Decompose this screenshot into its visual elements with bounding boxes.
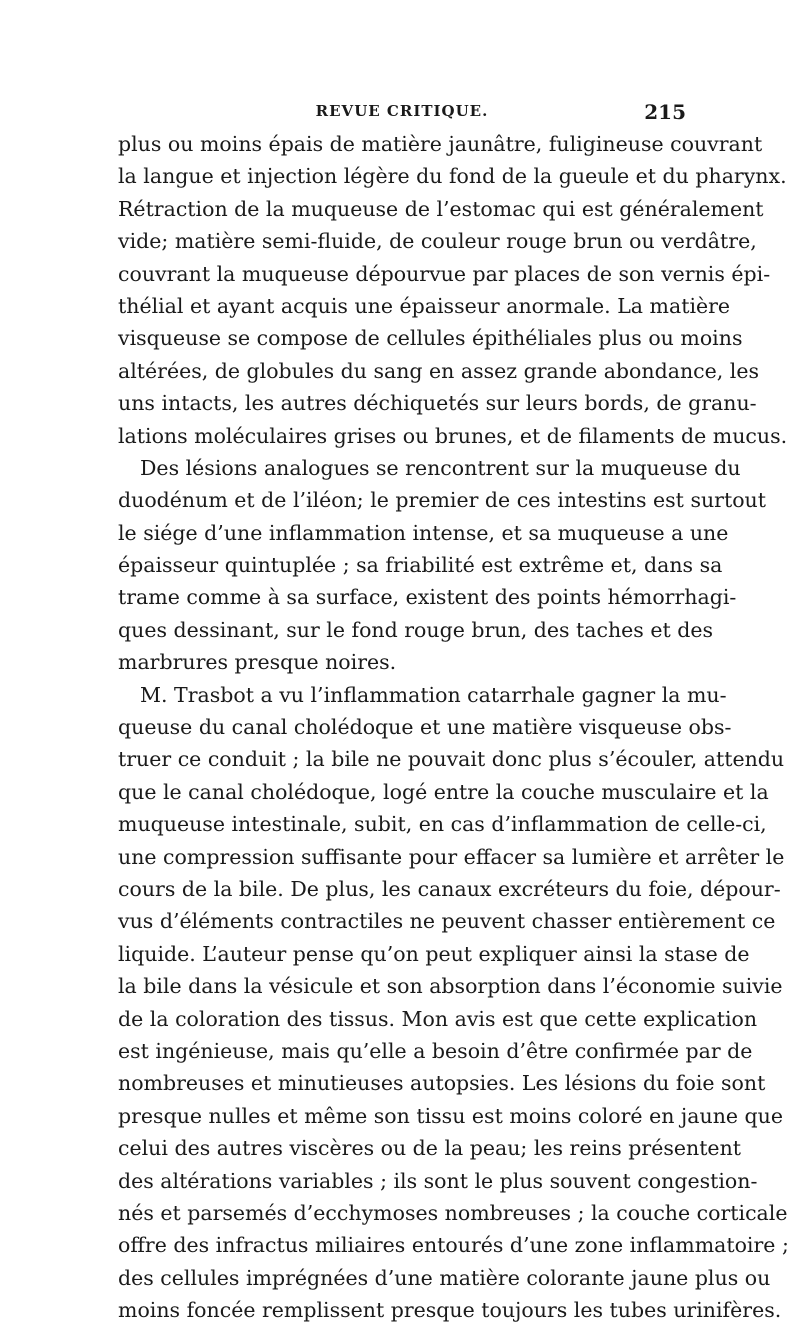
text-line: Des lésions analogues se rencontrent sur la muqueuse du	[140, 455, 741, 480]
text-line: altérées, de globules du sang en assez grande abondance, les	[118, 358, 760, 383]
text-line: vide; matière semi-fluide, de couleur rouge brun ou verdâtre,	[118, 229, 757, 254]
text-line: des cellules imprégnées d’une matière colorante jaune plus ou	[118, 1265, 771, 1290]
text-line: cours de la bile. De plus, les canaux excréteurs du foie, dépour-	[118, 876, 781, 901]
text-line: truer ce conduit ; la bile ne pouvait donc plus s’écouler, attendu	[118, 747, 785, 772]
text-line: épaisseur quintuplée ; sa friabilité est extrême et, dans sa	[118, 553, 723, 578]
text-line: la bile dans la vésicule et son absorption dans l’économie suivie	[118, 974, 783, 999]
text-line: est ingénieuse, mais qu’elle a besoin d’être confirmée par de	[118, 1038, 753, 1063]
text-line: nombreuses et minutieuses autopsies. Les lésions du foie sont	[118, 1071, 766, 1096]
text-line: le siége d’une inflammation intense, et sa muqueuse a une	[118, 520, 729, 545]
text-line: plus ou moins épais de matière jaunâtre, fuligineuse couvrant	[118, 132, 763, 156]
text-line: liquide. L’auteur pense qu’on peut expliquer ainsi la stase de	[118, 941, 750, 966]
text-line: des altérations variables ; ils sont le plus souvent congestion-	[118, 1168, 758, 1193]
text-line: vus d’éléments contractiles ne peuvent chasser entièrement ce	[118, 909, 776, 934]
text-line: presque nulles et même son tissu est moins coloré en jaune que	[118, 1103, 784, 1128]
text-line: nés et parsemés d’ecchymoses nombreuses ; la couche corticale	[118, 1200, 788, 1225]
page-number: 215	[644, 100, 686, 124]
text-line: trame comme à sa surface, existent des points hémorrhagi-	[118, 585, 737, 610]
text-line: la langue et injection légère du fond de la gueule et du pharynx.	[118, 164, 787, 189]
running-head: REVUE CRITIQUE.	[315, 102, 489, 120]
text-line: moins foncée remplissent presque toujours les tubes urinifères.	[118, 1298, 782, 1323]
text-line: de la coloration des tissus. Mon avis est que cette explication	[118, 1006, 758, 1031]
text-line: visqueuse se compose de cellules épithéliales plus ou moins	[118, 326, 743, 351]
text-line: duodénum et de l’iléon; le premier de ces intestins est surtout	[118, 488, 766, 513]
text-line: ques dessinant, sur le fond rouge brun, des taches et des	[118, 617, 714, 642]
text-line: Rétraction de la muqueuse de l’estomac qui est généralement	[118, 196, 764, 221]
text-line: couvrant la muqueuse dépourvue par places de son vernis épi-	[118, 261, 771, 286]
text-line: offre des infractus miliaires entourés d’une zone inflammatoire ;	[118, 1233, 789, 1258]
text-line: que le canal cholédoque, logé entre la couche musculaire et la	[118, 779, 769, 804]
text-line: lations moléculaires grises ou brunes, et de filaments de mucus.	[118, 423, 788, 448]
body-text	[118, 128, 789, 1326]
page-header	[118, 102, 686, 126]
text-line: marbrures presque noires.	[118, 650, 397, 675]
text-line: celui des autres viscères ou de la peau; les reins présentent	[118, 1136, 742, 1161]
text-line: une compression suffisante pour effacer sa lumière et arrêter le	[118, 844, 785, 869]
text-line: uns intacts, les autres déchiquetés sur leurs bords, de granu-	[118, 391, 757, 416]
text-line: muqueuse intestinale, subit, en cas d’inflammation de celle-ci,	[118, 812, 767, 837]
text-line: queuse du canal cholédoque et une matière visqueuse obs-	[118, 715, 732, 740]
text-line: M. Trasbot a vu l’inflammation catarrhale gagner la mu-	[140, 682, 727, 707]
text-line: thélial et ayant acquis une épaisseur anormale. La matière	[118, 293, 731, 318]
